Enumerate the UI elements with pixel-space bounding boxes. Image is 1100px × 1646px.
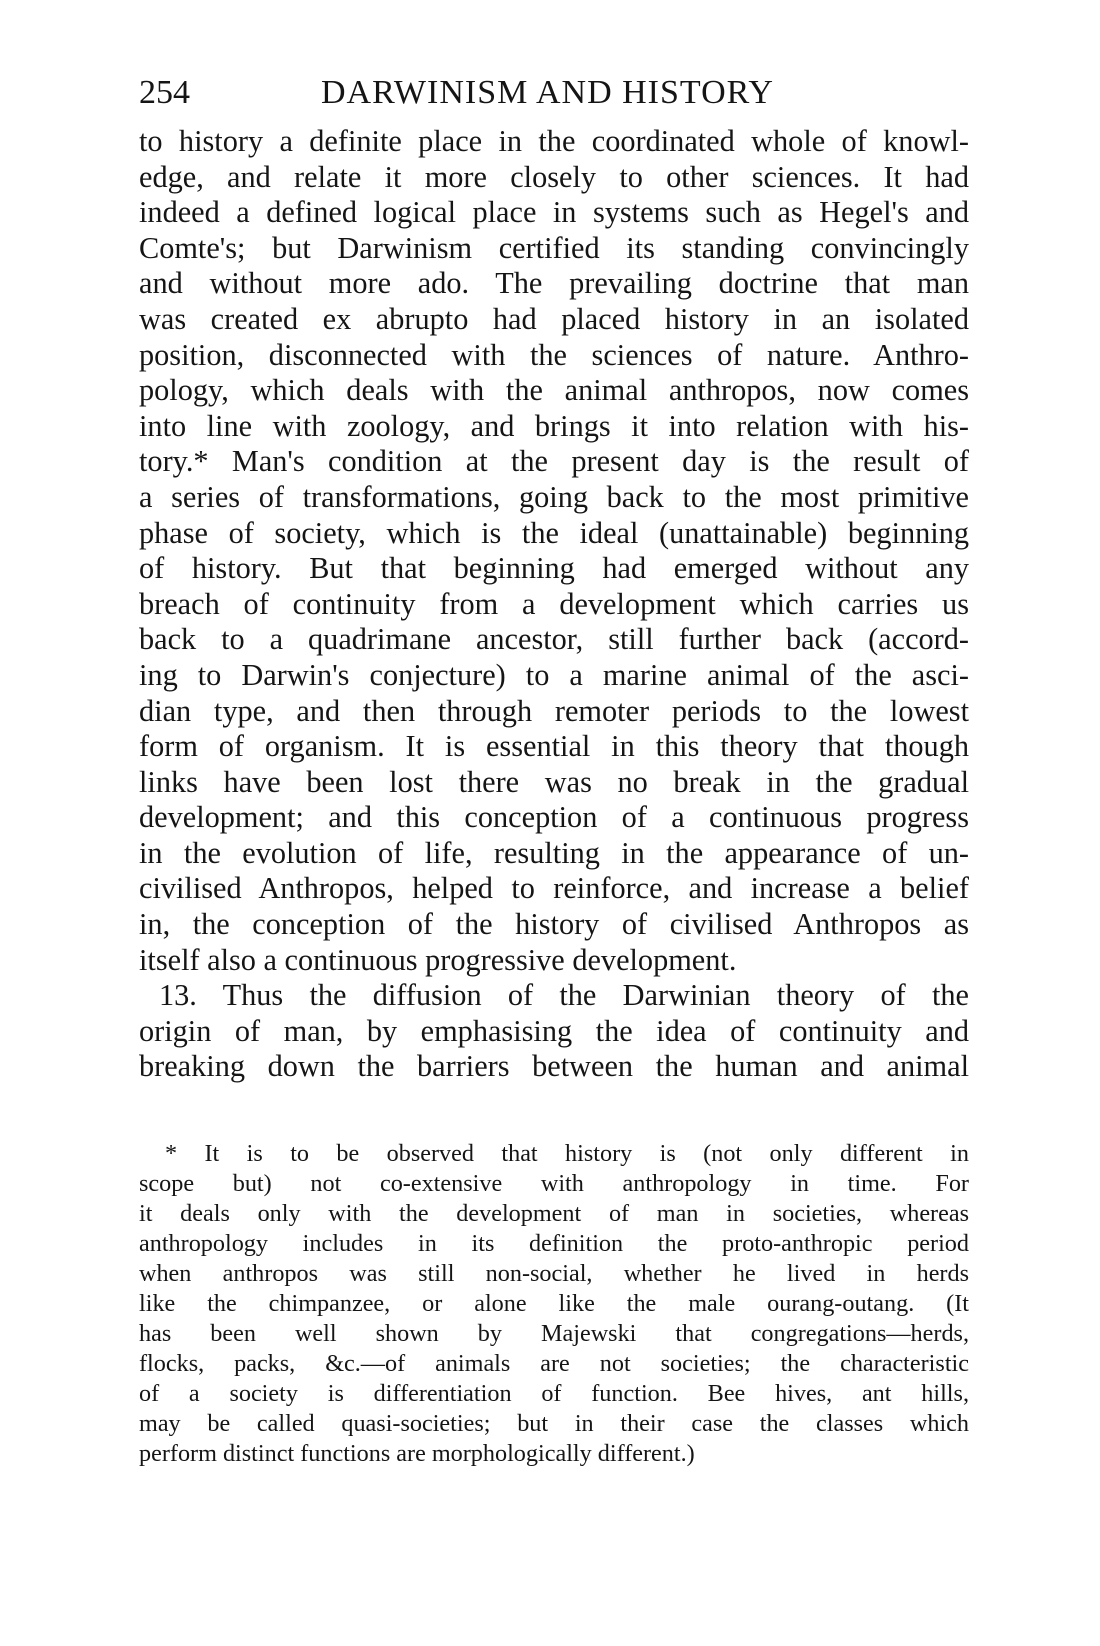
body-line: pology, which deals with the animal anthropos, now comes [139, 373, 969, 408]
footnote-line: anthropology includes in its definition the proto-anthropic period [139, 1230, 969, 1257]
page-header [139, 68, 969, 118]
footnote-line: of a society is differentiation of function. Bee hives, ant hills, [139, 1380, 969, 1407]
body-line-paragraph-13: 13. Thus the diffusion of the Darwinian theory of the [159, 978, 969, 1013]
body-line: breach of continuity from a development which carries us [139, 586, 969, 621]
body-line: back to a quadrimane ancestor, still further back (accord- [139, 622, 969, 657]
body-line: links have been lost there was no break in the gradual [139, 764, 969, 799]
body-line: edge, and relate it more closely to other sciences. It had [139, 159, 969, 194]
body-line: in, the conception of the history of civilised Anthropos as [139, 907, 969, 942]
body-line: into line with zoology, and brings it into relation with his- [139, 408, 969, 443]
body-line: in the evolution of life, resulting in the appearance of un- [139, 835, 969, 870]
footnote-line: it deals only with the development of man in societies, whereas [139, 1200, 969, 1227]
footnote-line: flocks, packs, &c.—of animals are not societies; the characteristic [139, 1350, 969, 1377]
footnote-line: may be called quasi-societies; but in their case the classes which [139, 1410, 969, 1437]
body-line: itself also a continuous progressive development. [139, 942, 737, 977]
body-line: breaking down the barriers between the human and animal [139, 1049, 969, 1084]
body-line: Comte's; but Darwinism certified its standing convincingly [139, 230, 969, 265]
body-line: civilised Anthropos, helped to reinforce, and increase a belief [139, 871, 969, 906]
body-line: origin of man, by emphasising the idea of continuity and [139, 1013, 969, 1048]
footnote-line: * It is to be observed that history is (not only different in [165, 1140, 969, 1167]
footnote-line: perform distinct functions are morphologically different.) [139, 1440, 695, 1467]
page-number: 254 [139, 74, 190, 111]
body-line: was created ex abrupto had placed history in an isolated [139, 301, 969, 336]
body-line: tory.* Man's condition at the present day is the result of [139, 444, 969, 479]
footnote-line: when anthropos was still non-social, whether he lived in herds [139, 1260, 969, 1287]
body-line: to history a definite place in the coordinated whole of knowl- [139, 124, 969, 158]
body-line: a series of transformations, going back to the most primitive [139, 479, 969, 514]
body-line: position, disconnected with the sciences of nature. Anthro- [139, 337, 969, 372]
body-line: phase of society, which is the ideal (unattainable) beginning [139, 515, 969, 550]
body-line: development; and this conception of a continuous progress [139, 800, 969, 835]
footnote [139, 1139, 969, 1469]
body-line: ing to Darwin's conjecture) to a marine animal of the asci- [139, 657, 969, 692]
body-line: indeed a defined logical place in systems such as Hegel's and [139, 195, 969, 230]
running-head: DARWINISM AND HISTORY [321, 74, 774, 111]
body-line: of history. But that beginning had emerged without any [139, 551, 969, 586]
footnote-line: has been well shown by Majewski that congregations—herds, [139, 1320, 969, 1347]
body-line: dian type, and then through remoter periods to the lowest [139, 693, 969, 728]
body-line: and without more ado. The prevailing doctrine that man [139, 266, 969, 301]
footnote-line: like the chimpanzee, or alone like the male ourang-outang. (It [139, 1290, 969, 1317]
footnote-line: scope but) not co-extensive with anthropology in time. For [139, 1170, 969, 1197]
body-text [139, 124, 969, 1085]
body-line: form of organism. It is essential in this theory that though [139, 729, 969, 764]
